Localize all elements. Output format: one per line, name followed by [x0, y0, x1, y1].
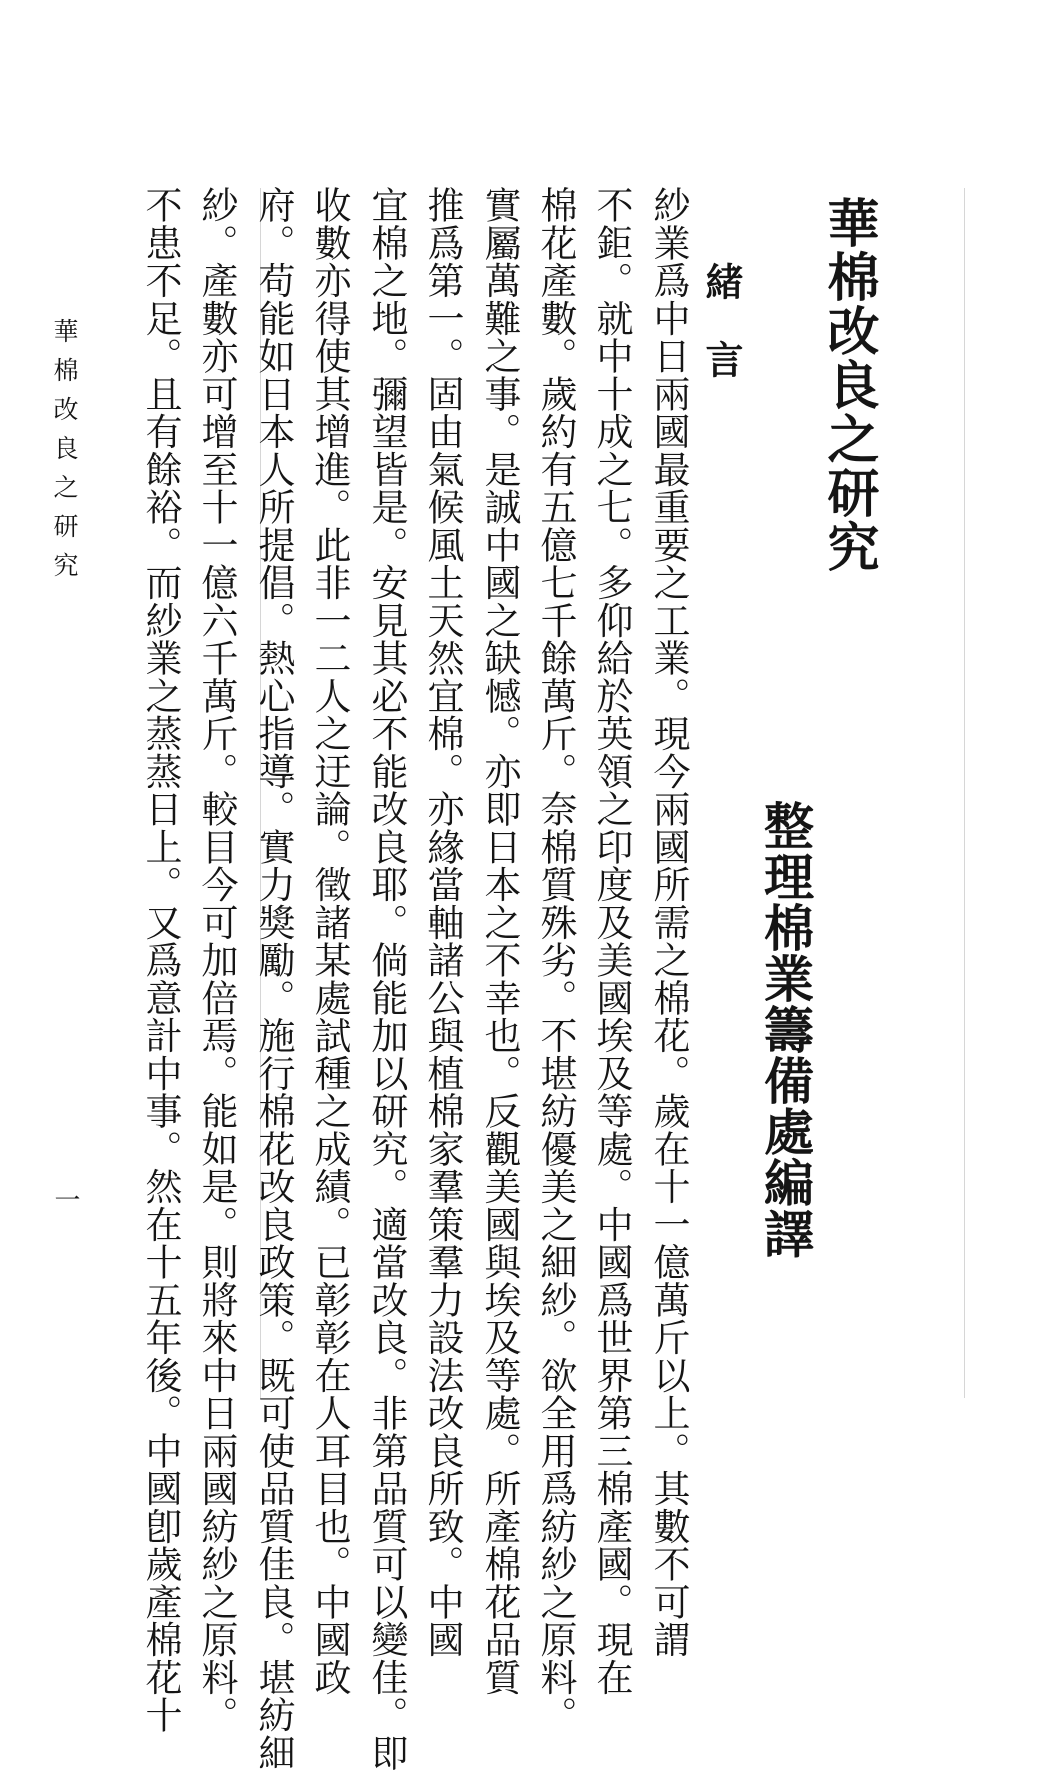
body-text-column-3: 棉花產數。歲約有五億七千餘萬斤。奈棉質殊劣。不堪紡優美之細紗。欲全用爲紡紗之原料。: [534, 186, 577, 1734]
body-text-column-9: 紗。產數亦可增至十一億六千萬斤。較目今可加倍焉。能如是。則將來中日兩國紡紗之原料。: [195, 186, 238, 1734]
book-title: 華棉改良之研究: [818, 196, 879, 574]
body-text-column-10: 不患不足。且有餘裕。而紗業之蒸蒸日上。又爲意計中事。然在十五年後。中國卽歲產棉花十: [139, 186, 182, 1734]
body-text-column-6: 宜棉之地。彌望皆是。安見其必不能改良耶。倘能加以研究。適當改良。非第品質可以變佳。即: [365, 186, 408, 1772]
column-rule: [964, 188, 965, 1398]
body-text-column-4: 實屬萬難之事。是誠中國之缺憾。亦即日本之不幸也。反觀美國與埃及等處。所產棉花品質: [478, 186, 521, 1696]
section-heading: 緒言: [699, 262, 744, 418]
body-text-column-1: 紗業爲中日兩國最重要之工業。現今兩國所需之棉花。歲在十一億萬斤以上。其數不可謂: [647, 186, 690, 1659]
page-number: 一: [50, 1186, 80, 1212]
body-text-column-5: 推爲第一。固由氣候風土天然宜棉。亦緣當軸諸公與植棉家羣策羣力設法改良所致。中國: [421, 186, 464, 1659]
body-text-column-8: 府。苟能如日本人所提倡。熱心指導。實力獎勵。施行棉花改良政策。既可使品質佳良。堪紡細: [252, 186, 295, 1772]
body-text-column-7: 收數亦得使其增進。此非一二人之迂論。徵諸某處試種之成績。已彰彰在人耳目也。中國政: [308, 186, 351, 1696]
body-text-column-2: 不鉅。就中十成之七。多仰給於英領之印度及美國埃及等處。中國爲世界第三棉產國。現在: [590, 186, 633, 1696]
running-title: 華棉改良之研究: [50, 318, 79, 591]
compiler-credit: 整理棉業籌備處編譯: [756, 800, 815, 1259]
